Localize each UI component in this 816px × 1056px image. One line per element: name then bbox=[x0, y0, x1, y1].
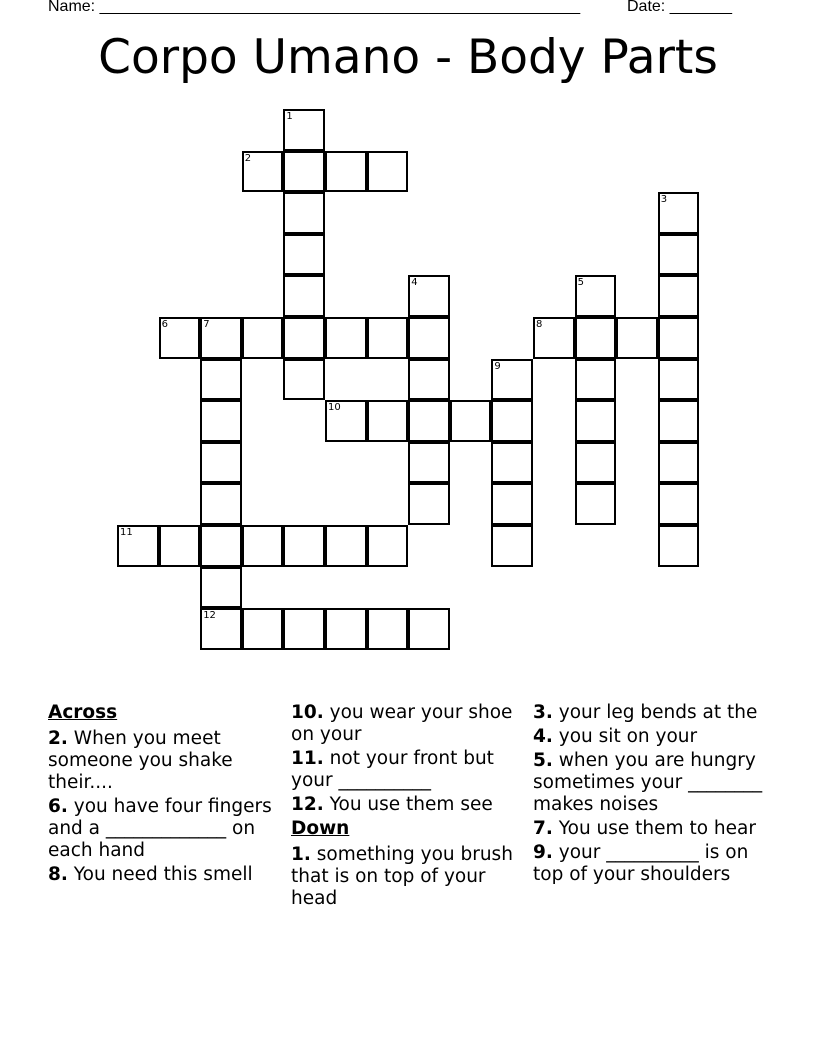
grid-cell[interactable] bbox=[616, 317, 658, 359]
clue-item-number: 5. bbox=[533, 750, 553, 771]
grid-cell[interactable] bbox=[408, 442, 450, 484]
clue-number: 6 bbox=[161, 319, 168, 330]
grid-cell[interactable] bbox=[283, 608, 325, 650]
grid-cell[interactable] bbox=[658, 400, 700, 442]
grid-cell[interactable] bbox=[200, 483, 242, 525]
grid-cell[interactable] bbox=[491, 483, 533, 525]
clue-item-text: when you are hungry sometimes your ________ makes noises bbox=[533, 750, 763, 815]
grid-cell[interactable] bbox=[242, 608, 284, 650]
grid-cell[interactable] bbox=[367, 608, 409, 650]
grid-cell[interactable] bbox=[325, 608, 367, 650]
grid-cell[interactable] bbox=[242, 525, 284, 567]
grid-cell[interactable] bbox=[575, 400, 617, 442]
clue-section-heading: Across bbox=[48, 702, 118, 723]
grid-cell[interactable] bbox=[658, 317, 700, 359]
name-field-label: Name: ______________________________________________________ bbox=[48, 0, 581, 15]
grid-cell[interactable] bbox=[367, 151, 409, 193]
grid-cell[interactable] bbox=[658, 525, 700, 567]
clue-item-number: 3. bbox=[533, 702, 553, 723]
clue-item-text: You need this smell bbox=[67, 864, 253, 885]
grid-cell[interactable] bbox=[658, 275, 700, 317]
clue-column-2 bbox=[291, 702, 523, 912]
clue-item bbox=[533, 750, 765, 816]
clue-item-text: You use them see bbox=[323, 794, 493, 815]
clue-item bbox=[533, 726, 765, 748]
clue-number: 1 bbox=[286, 111, 293, 122]
grid-cell[interactable] bbox=[283, 234, 325, 276]
clue-item bbox=[48, 796, 280, 862]
clue-item-text: You use them to hear bbox=[552, 818, 756, 839]
grid-cell[interactable] bbox=[159, 525, 201, 567]
clue-item bbox=[48, 728, 280, 794]
grid-cell[interactable] bbox=[575, 317, 617, 359]
clue-number: 8 bbox=[536, 319, 543, 330]
clue-item-number: 4. bbox=[533, 726, 553, 747]
grid-cell[interactable] bbox=[242, 317, 284, 359]
grid-cell[interactable] bbox=[575, 442, 617, 484]
grid-cell[interactable] bbox=[283, 151, 325, 193]
date-field-label: Date: _______ bbox=[627, 0, 732, 15]
grid-cell[interactable] bbox=[200, 567, 242, 609]
clue-column-1 bbox=[48, 702, 280, 888]
clue-item bbox=[48, 864, 280, 886]
clue-item-number: 9. bbox=[533, 842, 553, 863]
clue-item-text: your leg bends at the bbox=[552, 702, 758, 723]
clue-item-number: 8. bbox=[48, 864, 68, 885]
grid-cell[interactable] bbox=[200, 359, 242, 401]
clue-item bbox=[533, 818, 765, 840]
clue-number: 3 bbox=[660, 194, 668, 206]
grid-cell[interactable] bbox=[408, 608, 450, 650]
grid-cell[interactable] bbox=[658, 359, 700, 401]
grid-cell[interactable] bbox=[200, 442, 242, 484]
clue-item-text: your __________ is on top of your shoulders bbox=[533, 842, 749, 885]
clue-item-number: 2. bbox=[48, 728, 68, 749]
grid-cell[interactable] bbox=[325, 317, 367, 359]
grid-cell[interactable] bbox=[408, 483, 450, 525]
clue-number: 4 bbox=[411, 277, 418, 289]
clue-item bbox=[291, 794, 523, 816]
grid-cell[interactable] bbox=[200, 525, 242, 567]
clue-number: 5 bbox=[577, 277, 584, 289]
clue-item bbox=[291, 844, 523, 910]
grid-cell[interactable] bbox=[575, 483, 617, 525]
clue-item bbox=[533, 702, 765, 724]
grid-cell[interactable] bbox=[450, 400, 492, 442]
grid-cell[interactable] bbox=[658, 442, 700, 484]
clue-item bbox=[291, 702, 523, 746]
clue-item-text: not your front but your __________ bbox=[291, 748, 494, 791]
clue-item-number: 1. bbox=[291, 844, 311, 865]
grid-cell[interactable] bbox=[367, 400, 409, 442]
clue-column-3 bbox=[533, 702, 765, 888]
grid-cell[interactable] bbox=[408, 359, 450, 401]
grid-cell[interactable] bbox=[283, 359, 325, 401]
grid-cell[interactable] bbox=[283, 192, 325, 234]
grid-cell[interactable] bbox=[283, 275, 325, 317]
clue-item-text: you wear your shoe on your bbox=[291, 702, 513, 745]
grid-cell[interactable] bbox=[658, 234, 700, 276]
grid-cell[interactable] bbox=[408, 317, 450, 359]
grid-cell[interactable] bbox=[283, 317, 325, 359]
clue-item bbox=[291, 748, 523, 792]
grid-cell[interactable] bbox=[325, 525, 367, 567]
clue-section-heading: Down bbox=[291, 818, 350, 839]
grid-cell[interactable] bbox=[658, 483, 700, 525]
clue-item-number: 12. bbox=[291, 794, 324, 815]
clue-item-number: 11. bbox=[291, 748, 324, 769]
clue-number: 7 bbox=[203, 319, 210, 330]
clue-item bbox=[533, 842, 765, 886]
clue-number: 11 bbox=[120, 527, 133, 538]
grid-cell[interactable] bbox=[575, 359, 617, 401]
clue-item-number: 7. bbox=[533, 818, 553, 839]
grid-cell[interactable] bbox=[491, 442, 533, 484]
grid-cell[interactable] bbox=[200, 400, 242, 442]
page-title: Corpo Umano - Body Parts bbox=[98, 30, 718, 85]
clue-number: 10 bbox=[328, 402, 341, 414]
clue-item-text: When you meet someone you shake their.... bbox=[48, 728, 233, 793]
clue-number: 9 bbox=[494, 360, 501, 372]
grid-cell[interactable] bbox=[367, 525, 409, 567]
clue-item-text: you have four fingers and a _____________ on each hand bbox=[48, 796, 272, 861]
clue-item-text: something you brush that is on top of your head bbox=[291, 844, 513, 909]
grid-cell[interactable] bbox=[491, 400, 533, 442]
grid-cell[interactable] bbox=[491, 525, 533, 567]
grid-cell[interactable] bbox=[367, 317, 409, 359]
grid-cell[interactable] bbox=[325, 151, 367, 193]
grid-cell[interactable] bbox=[408, 400, 450, 442]
clue-item-number: 10. bbox=[291, 702, 324, 723]
grid-cell[interactable] bbox=[283, 525, 325, 567]
clue-number: 2 bbox=[244, 152, 252, 164]
clue-item-text: you sit on your bbox=[552, 726, 698, 747]
clue-number: 12 bbox=[203, 610, 216, 622]
clue-item-number: 6. bbox=[48, 796, 68, 817]
